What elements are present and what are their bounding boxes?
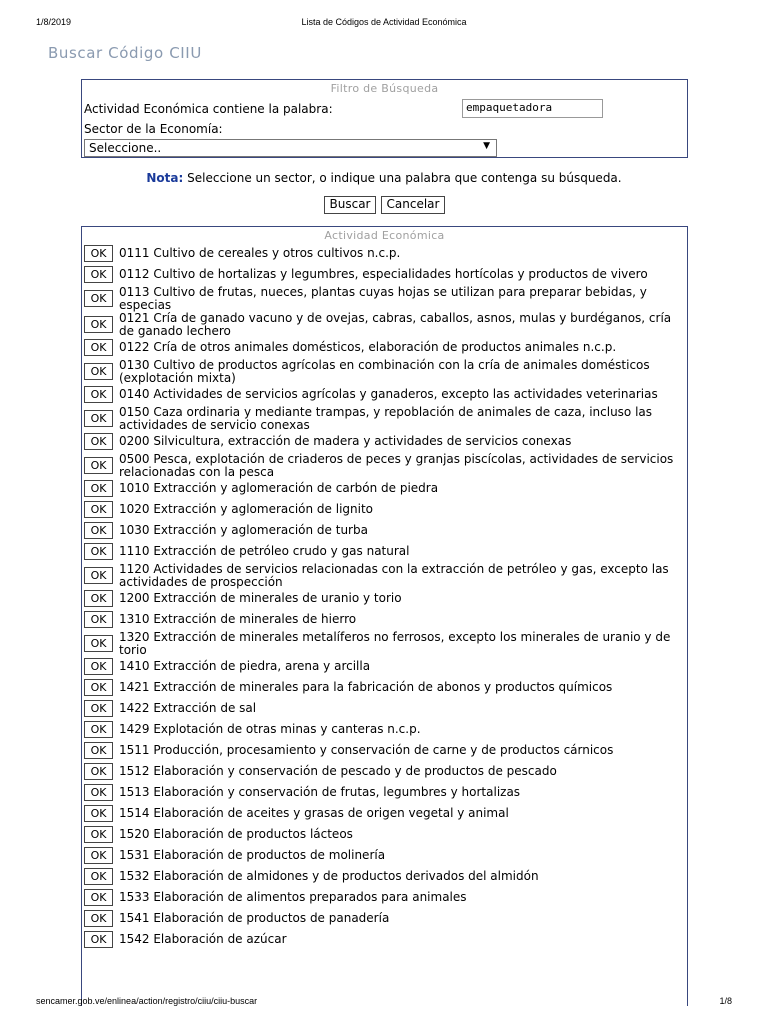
ok-button[interactable]: OK [84,784,113,801]
activity-text: 1542 Elaboración de azúcar [119,932,287,946]
activity-text: 1421 Extracción de minerales para la fabricación de abonos y productos químicos [119,680,613,694]
note-label: Nota: [146,171,184,185]
activity-text: 0150 Caza ordinaria y mediante trampas, y repoblación de animales de caza, incluso las actividades de servicio conexas [119,405,653,432]
result-row [84,521,688,542]
ok-button[interactable]: OK [84,931,113,948]
ok-button[interactable]: OK [84,826,113,843]
ok-button[interactable]: OK [84,611,113,628]
result-row [84,479,688,500]
ok-button[interactable]: OK [84,635,113,652]
activity-text: 1120 Actividades de servicios relacionadas con la extracción de petróleo y gas, excepto las actividades de prospección [119,562,669,589]
activity-text: 1429 Explotación de otras minas y canteras n.c.p. [119,722,421,736]
ok-button[interactable]: OK [84,847,113,864]
result-row [84,720,688,741]
activity-text: 1310 Extracción de minerales de hierro [119,612,357,626]
cancel-button[interactable]: Cancelar [381,196,445,214]
ok-button[interactable]: OK [84,679,113,696]
activity-text: 1010 Extracción y aglomeración de carbón de piedra [119,481,439,495]
result-row [84,542,688,563]
ok-button[interactable]: OK [84,543,113,560]
filter-legend: Filtro de Búsqueda [330,82,439,95]
ok-button[interactable]: OK [84,910,113,927]
activity-text: 1541 Elaboración de productos de panadería [119,911,390,925]
results-panel [81,226,688,1006]
ok-button[interactable]: OK [84,386,113,403]
result-row [84,678,688,699]
result-row [84,610,688,631]
ok-button[interactable]: OK [84,339,113,356]
activity-text: 0121 Cría de ganado vacuno y de ovejas, cabras, caballos, asnos, mulas y burdéganos, cría de ganado lechero [119,311,672,338]
print-header [0,17,768,31]
note-text: Seleccione un sector, o indique una palabra que contenga su búsqueda. [187,171,622,185]
ok-button[interactable]: OK [84,316,113,333]
result-row [84,909,688,930]
activity-text: 1511 Producción, procesamiento y conservación de carne y de productos cárnicos [119,743,614,757]
activity-text: 1110 Extracción de petróleo crudo y gas natural [119,544,410,558]
result-row [84,244,688,265]
result-row [84,563,688,589]
sector-selected-value: Seleccione.. [89,141,162,155]
activity-text: 1513 Elaboración y conservación de frutas, legumbres y hortalizas [119,785,521,799]
ok-button[interactable]: OK [84,805,113,822]
activity-text: 0500 Pesca, explotación de criaderos de peces y granjas piscícolas, actividades de servicios relacionadas con la pesca [119,452,674,479]
ok-button[interactable]: OK [84,410,113,427]
result-row [84,888,688,909]
results-legend: Actividad Económica [324,229,445,242]
result-row [84,846,688,867]
activity-text: 0130 Cultivo de productos agrícolas en combinación con la cría de animales domésticos (explotación mixta) [119,358,650,385]
print-title: Lista de Códigos de Actividad Económica [301,17,467,27]
activity-text: 1514 Elaboración de aceites y grasas de origen vegetal y animal [119,806,509,820]
activity-text: 1200 Extracción de minerales de uranio y torio [119,591,402,605]
keyword-label: Actividad Económica contiene la palabra: [84,102,333,116]
activity-text: 1030 Extracción y aglomeración de turba [119,523,368,537]
activity-text: 1020 Extracción y aglomeración de lignito [119,502,374,516]
print-footer [0,996,768,1010]
ok-button[interactable]: OK [84,266,113,283]
ok-button[interactable]: OK [84,433,113,450]
result-row [84,385,688,406]
activity-text: 0113 Cultivo de frutas, nueces, plantas cuyas hojas se utilizan para preparar bebidas, y especias [119,285,647,312]
result-row [84,312,688,338]
activity-text: 1533 Elaboración de alimentos preparados para animales [119,890,467,904]
ok-button[interactable]: OK [84,868,113,885]
ok-button[interactable]: OK [84,522,113,539]
result-row [84,804,688,825]
ok-button[interactable]: OK [84,290,113,307]
activity-text: 0140 Actividades de servicios agrícolas y ganaderos, excepto las actividades veterinarias [119,387,658,401]
print-url: sencamer.gob.ve/enlinea/action/registro/ciiu/ciiu-buscar [36,996,258,1006]
ok-button[interactable]: OK [84,889,113,906]
search-filter-panel [81,79,688,158]
chevron-down-icon: ▼ [483,141,490,151]
result-row [84,783,688,804]
result-row [84,741,688,762]
print-page-count: 1/8 [719,996,732,1006]
print-date: 1/8/2019 [36,17,72,27]
result-row [84,699,688,720]
result-row [84,432,688,453]
activity-text: 0111 Cultivo de cereales y otros cultivos n.c.p. [119,246,401,260]
ok-button[interactable]: OK [84,457,113,474]
result-row [84,930,688,951]
ok-button[interactable]: OK [84,658,113,675]
activity-text: 0200 Silvicultura, extracción de madera y actividades de servicios conexas [119,434,572,448]
sector-select[interactable] [84,139,497,157]
ok-button[interactable]: OK [84,480,113,497]
activity-text: 1410 Extracción de piedra, arena y arcilla [119,659,371,673]
activity-text: 1520 Elaboración de productos lácteos [119,827,353,841]
sector-label: Sector de la Economía: [84,122,223,136]
result-row [84,286,688,312]
activity-text: 1531 Elaboración de productos de molinería [119,848,386,862]
result-row [84,406,688,432]
result-row [84,338,688,359]
result-row [84,657,688,678]
ok-button[interactable]: OK [84,742,113,759]
activity-text: 1422 Extracción de sal [119,701,257,715]
result-row [84,631,688,657]
ok-button[interactable]: OK [84,700,113,717]
keyword-input[interactable]: empaquetadora [462,99,603,118]
ok-button[interactable]: OK [84,245,113,262]
result-row [84,359,688,385]
ok-button[interactable]: OK [84,567,113,584]
ok-button[interactable]: OK [84,363,113,380]
result-row [84,265,688,286]
activity-text: 0122 Cría de otros animales domésticos, elaboración de productos animales n.c.p. [119,340,617,354]
activity-text: 1320 Extracción de minerales metalíferos no ferrosos, excepto los minerales de uranio y de torio [119,630,671,657]
result-row [84,762,688,783]
result-row [84,453,688,479]
activity-text: 1512 Elaboración y conservación de pescado y de productos de pescado [119,764,557,778]
search-note [0,171,768,185]
result-row [84,589,688,610]
page-title: Buscar Código CIIU [48,44,202,62]
result-row [84,500,688,521]
ok-button[interactable]: OK [84,721,113,738]
ok-button[interactable]: OK [84,590,113,607]
ok-button[interactable]: OK [84,763,113,780]
result-row [84,825,688,846]
search-button[interactable]: Buscar [324,196,376,214]
activity-text: 1532 Elaboración de almidones y de productos derivados del almidón [119,869,539,883]
ok-button[interactable]: OK [84,501,113,518]
result-row [84,867,688,888]
activity-text: 0112 Cultivo de hortalizas y legumbres, especialidades hortícolas y productos de vivero [119,267,648,281]
